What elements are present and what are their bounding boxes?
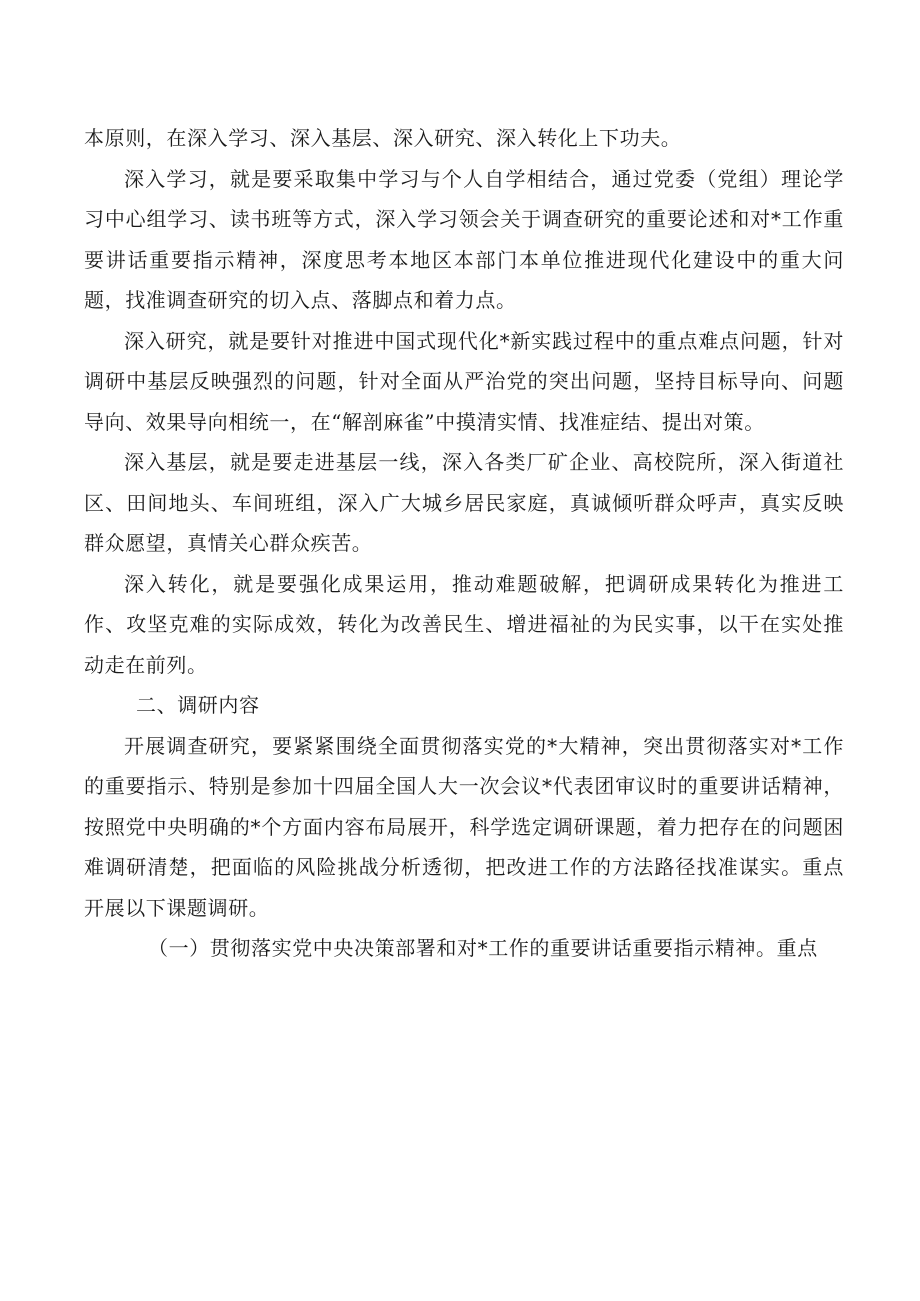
paragraph-deep-grassroots: 深入基层，就是要走进基层一线，深入各类厂矿企业、高校院所，深入街道社区、田间地头、车间班组，深入广大城乡居民家庭，真诚倾听群众呼声，真实反映群众愿望，真情关心群众疾苦。: [84, 450, 844, 555]
subheading-one: （一）贯彻落实党中央决策部署和对*工作的重要讲话重要指示精神。重点: [148, 936, 818, 960]
paragraph-deep-transformation: 深入转化，就是要强化成果运用，推动难题破解，把调研成果转化为推进工作、攻坚克难的实际成效，转化为改善民生、增进福祉的为民实事，以干在实处推动走在前列。: [84, 571, 844, 677]
paragraph-deep-study: 深入学习，就是要采取集中学习与个人自学相结合，通过党委（党组）理论学习中心组学习、读书班等方式，深入学习领会关于调查研究的重要论述和对*工作重要讲话重要指示精神，深度思考本地区本部门本单位推进现代化建设中的重大问题，找准调查研究的切入点、落脚点和着力点。: [84, 166, 844, 312]
paragraph-research-content: 开展调查研究，要紧紧围绕全面贯彻落实党的*大精神，突出贯彻落实对*工作的重要指示、特别是参加十四届全国人大一次会议*代表团审议时的重要讲话精神，按照党中央明确的*个方面内容布局展开，科学选定调研课题，着力把存在的问题困难调研清楚，把面临的风险挑战分析透彻，把改进工作的方法路径找准谋实。重点开展以下课题调研。: [84, 733, 844, 920]
paragraph-continuation: 本原则，在深入学习、深入基层、深入研究、深入转化上下功夫。: [84, 126, 682, 150]
paragraph-deep-research: 深入研究，就是要针对推进中国式现代化*新实践过程中的重点难点问题，针对调研中基层反映强烈的问题，针对全面从严治党的突出问题，坚持目标导向、问题导向、效果导向相统一，在“解剖麻雀”中摸清实情、找准症结、提出对策。: [84, 328, 844, 434]
document-body: [84, 118, 844, 969]
section-heading: 二、调研内容: [136, 693, 260, 717]
